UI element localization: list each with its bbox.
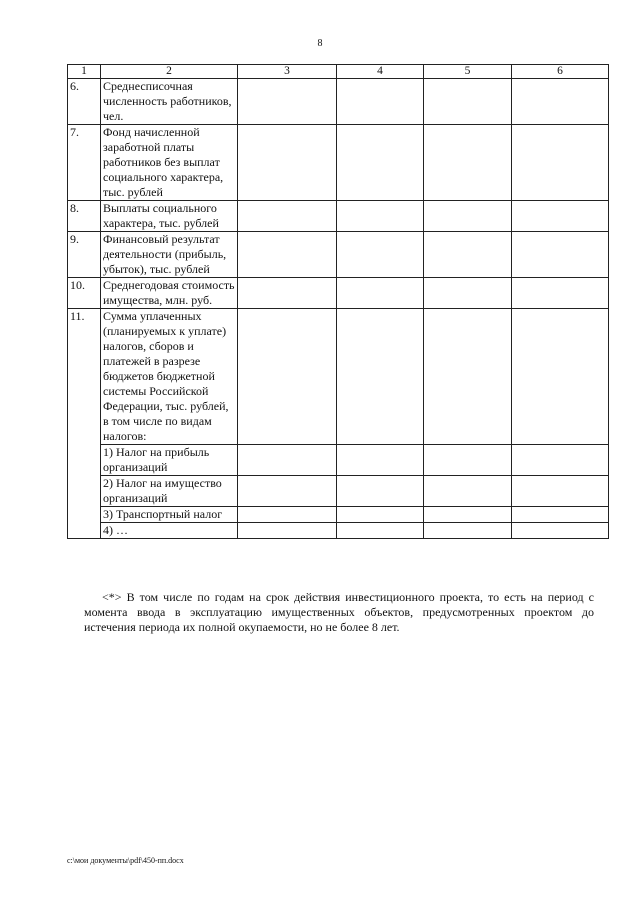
subrow-label: 2) Налог на имущество организаций	[101, 476, 238, 507]
value-cell	[512, 125, 609, 201]
subrow-label: 3) Транспортный налог	[101, 507, 238, 523]
header-row	[68, 65, 609, 79]
table-subrow	[68, 445, 609, 476]
file-path: c:\мои документы\pdf\450-пп.docx	[67, 856, 184, 865]
value-cell	[424, 309, 512, 445]
value-cell	[337, 476, 424, 507]
value-cell	[238, 309, 337, 445]
table-row	[68, 309, 609, 445]
value-cell	[512, 79, 609, 125]
footnote-text: <*> В том числе по годам на срок действия инвестиционного проекта, то есть на период с момента ввода в эксплуатацию имущественных объектов, предусмотренных проектом до истечения периода их полной окупаемости, но не более 8 лет.	[84, 590, 594, 634]
value-cell	[424, 507, 512, 523]
value-cell	[337, 79, 424, 125]
value-cell	[238, 445, 337, 476]
row-label: Среднегодовая стоимость имущества, млн. руб.	[101, 278, 238, 309]
table-subrow	[68, 523, 609, 539]
subrow-label: 4) …	[101, 523, 238, 539]
value-cell	[424, 523, 512, 539]
row-label: Фонд начисленной заработной платы работников без выплат социального характера, тыс. рублей	[101, 125, 238, 201]
page-number: 8	[317, 38, 323, 49]
value-cell	[337, 232, 424, 278]
row-number: 9.	[68, 232, 101, 278]
table-row	[68, 201, 609, 232]
value-cell	[238, 476, 337, 507]
col-header-5: 5	[424, 65, 512, 79]
table-row	[68, 79, 609, 125]
value-cell	[337, 125, 424, 201]
value-cell	[512, 309, 609, 445]
row-number: 11.	[68, 309, 101, 539]
row-label: Выплаты социального характера, тыс. рублей	[101, 201, 238, 232]
value-cell	[512, 278, 609, 309]
value-cell	[512, 476, 609, 507]
value-cell	[512, 201, 609, 232]
row-number: 6.	[68, 79, 101, 125]
col-header-2: 2	[101, 65, 238, 79]
col-header-1: 1	[68, 65, 101, 79]
value-cell	[337, 278, 424, 309]
value-cell	[238, 125, 337, 201]
subrow-label: 1) Налог на прибыль организаций	[101, 445, 238, 476]
col-header-4: 4	[337, 65, 424, 79]
value-cell	[512, 507, 609, 523]
value-cell	[337, 309, 424, 445]
value-cell	[337, 445, 424, 476]
value-cell	[424, 445, 512, 476]
value-cell	[337, 201, 424, 232]
value-cell	[337, 523, 424, 539]
table-subrow	[68, 507, 609, 523]
value-cell	[238, 278, 337, 309]
value-cell	[238, 507, 337, 523]
row-label: Сумма уплаченных (планируемых к уплате) налогов, сборов и платежей в разрезе бюджетов бюджетной системы Российской Федерации, тыс. рублей, в том числе по видам налогов:	[101, 309, 238, 445]
value-cell	[424, 476, 512, 507]
table-row	[68, 278, 609, 309]
value-cell	[424, 201, 512, 232]
value-cell	[337, 507, 424, 523]
row-number: 10.	[68, 278, 101, 309]
row-number: 8.	[68, 201, 101, 232]
col-header-6: 6	[512, 65, 609, 79]
value-cell	[238, 232, 337, 278]
value-cell	[512, 445, 609, 476]
value-cell	[424, 79, 512, 125]
table-row	[68, 232, 609, 278]
value-cell	[424, 232, 512, 278]
value-cell	[238, 201, 337, 232]
value-cell	[424, 278, 512, 309]
indicators-table	[67, 64, 609, 539]
value-cell	[512, 523, 609, 539]
row-label: Среднесписочная численность работников, чел.	[101, 79, 238, 125]
value-cell	[424, 125, 512, 201]
row-label: Финансовый результат деятельности (прибыль, убыток), тыс. рублей	[101, 232, 238, 278]
row-number: 7.	[68, 125, 101, 201]
footnote	[84, 590, 594, 635]
value-cell	[238, 523, 337, 539]
value-cell	[512, 232, 609, 278]
col-header-3: 3	[238, 65, 337, 79]
value-cell	[238, 79, 337, 125]
table-subrow	[68, 476, 609, 507]
table-row	[68, 125, 609, 201]
